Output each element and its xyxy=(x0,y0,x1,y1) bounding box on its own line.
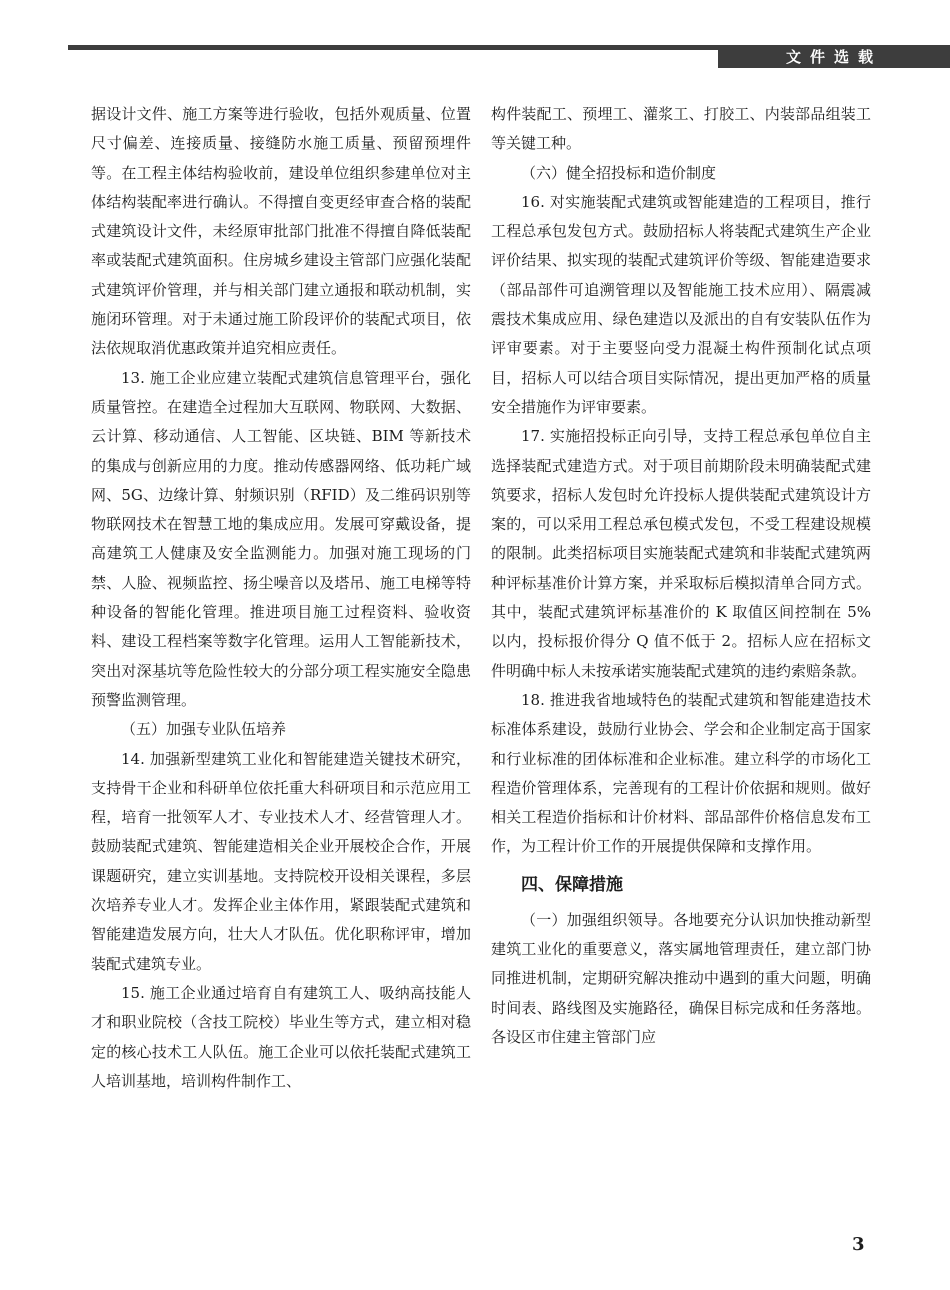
paragraph: 18. 推进我省地域特色的装配式建筑和智能建造技术标准体系建设，鼓励行业协会、学会和企业制定高于国家和行业标准的团体标准和企业标准。建立科学的市场化工程造价管理体系，完善现有的工程计价依据和规则。做好相关工程造价指标和计价材料、部品部件价格信息发布工作，为工程计价工作的开展提供保障和支撑作用。 xyxy=(491,690,871,856)
paragraph: （一）加强组织领导。各地要充分认识加快推动新型建筑工业化的重要意义，落实属地管理责任，建立部门协同推进机制，定期研究解决推动中遇到的重大问题，明确时间表、路线图及实施路径，确保目标完成和任务落地。各设区市住建主管部门应 xyxy=(491,910,871,1046)
paragraph: 构件装配工、预埋工、灌浆工、打胶工、内装部品组装工等关键工种。 xyxy=(491,105,871,153)
section-heading: 四、保障措施 xyxy=(521,874,623,895)
paragraph: 14. 加强新型建筑工业化和智能建造关键技术研究，支持骨干企业和科研单位依托重大科研项目和示范应用工程，培育一批领军人才、专业技术人才、经营管理人才。鼓励装配式建筑、智能建造相关企业开展校企合作，开展课题研究，建立实训基地。支持院校开设相关课程，多层次培养专业人才。发挥企业主体作用，紧跟装配式建筑和智能建造发展方向，壮大人才队伍。优化职称评审，增加装配式建筑专业。 xyxy=(91,749,471,973)
subsection-heading: （五）加强专业队伍培养 xyxy=(121,720,287,739)
paragraph: 13. 施工企业应建立装配式建筑信息管理平台，强化质量管控。在建造全过程加大互联网、物联网、大数据、云计算、移动通信、人工智能、区块链、BIM 等新技术的集成与创新应用的力度。推动传感器网络、低功耗广域网、5G、边缘计算、射频识别（RFID）及二维码识别等物联网技术在智慧工地的集成应用。发展可穿戴设备，提高建筑工人健康及安全监测能力。加强对施工现场的门禁、人脸、视频监控、扬尘噪音以及塔吊、施工电梯等特种设备的智能化管理。推进项目施工过程资料、验收资料、建设工程档案等数字化管理。运用人工智能新技术，突出对深基坑等危险性较大的分部分项工程实施安全隐患预警监测管理。 xyxy=(91,368,471,709)
left-column xyxy=(91,100,471,1096)
section-label: 文件选载 xyxy=(718,46,950,68)
subsection-heading: （六）健全招投标和造价制度 xyxy=(521,163,717,182)
paragraph: 据设计文件、施工方案等进行验收，包括外观质量、位置尺寸偏差、连接质量、接缝防水施工质量、预留预埋件等。在工程主体结构验收前，建设单位组织参建单位对主体结构装配率进行确认。不得擅自变更经审查合格的装配式建筑设计文件，未经原审批部门批准不得擅自降低装配率或装配式建筑面积。住房城乡建设主管部门应强化装配式建筑评价管理，并与相关部门建立通报和联动机制，实施闭环管理。对于未通过施工阶段评价的装配式项目，依法依规取消优惠政策并追究相应责任。 xyxy=(91,105,471,358)
right-column xyxy=(491,100,871,1052)
paragraph: 15. 施工企业通过培育自有建筑工人、吸纳高技能人才和职业院校（含技工院校）毕业生等方式，建立相对稳定的核心技术工人队伍。施工企业可以依托装配式建筑工人培训基地，培训构件制作工、 xyxy=(91,983,471,1090)
page-number: 3 xyxy=(852,1234,865,1255)
paragraph: 17. 实施招投标正向引导，支持工程总承包单位自主选择装配式建造方式。对于项目前期阶段未明确装配式建筑要求，招标人发包时允许投标人提供装配式建筑设计方案的，可以采用工程总承包模式发包，不受工程建设规模的限制。此类招标项目实施装配式建筑和非装配式建筑两种评标基准价计算方案，并采取标后模拟清单合同方式。其中，装配式建筑评标基准价的 K 取值区间控制在 5% 以内，投标报价得分 Q 值不低于 2。招标人应在招标文件明确中标人未按承诺实施装配式建筑的违约索赔条款。 xyxy=(491,427,871,680)
paragraph: 16. 对实施装配式建筑或智能建造的工程项目，推行工程总承包发包方式。鼓励招标人将装配式建筑生产企业评价结果、拟实现的装配式建筑评价等级、智能建造要求（部品部件可追溯管理以及智能施工技术应用）、隔震减震技术集成应用、绿色建造以及派出的自有安装队伍作为评审要素。对于主要竖向受力混凝土构件预制化试点项目，招标人可以结合项目实际情况，提出更加严格的质量安全措施作为评审要素。 xyxy=(491,192,871,416)
